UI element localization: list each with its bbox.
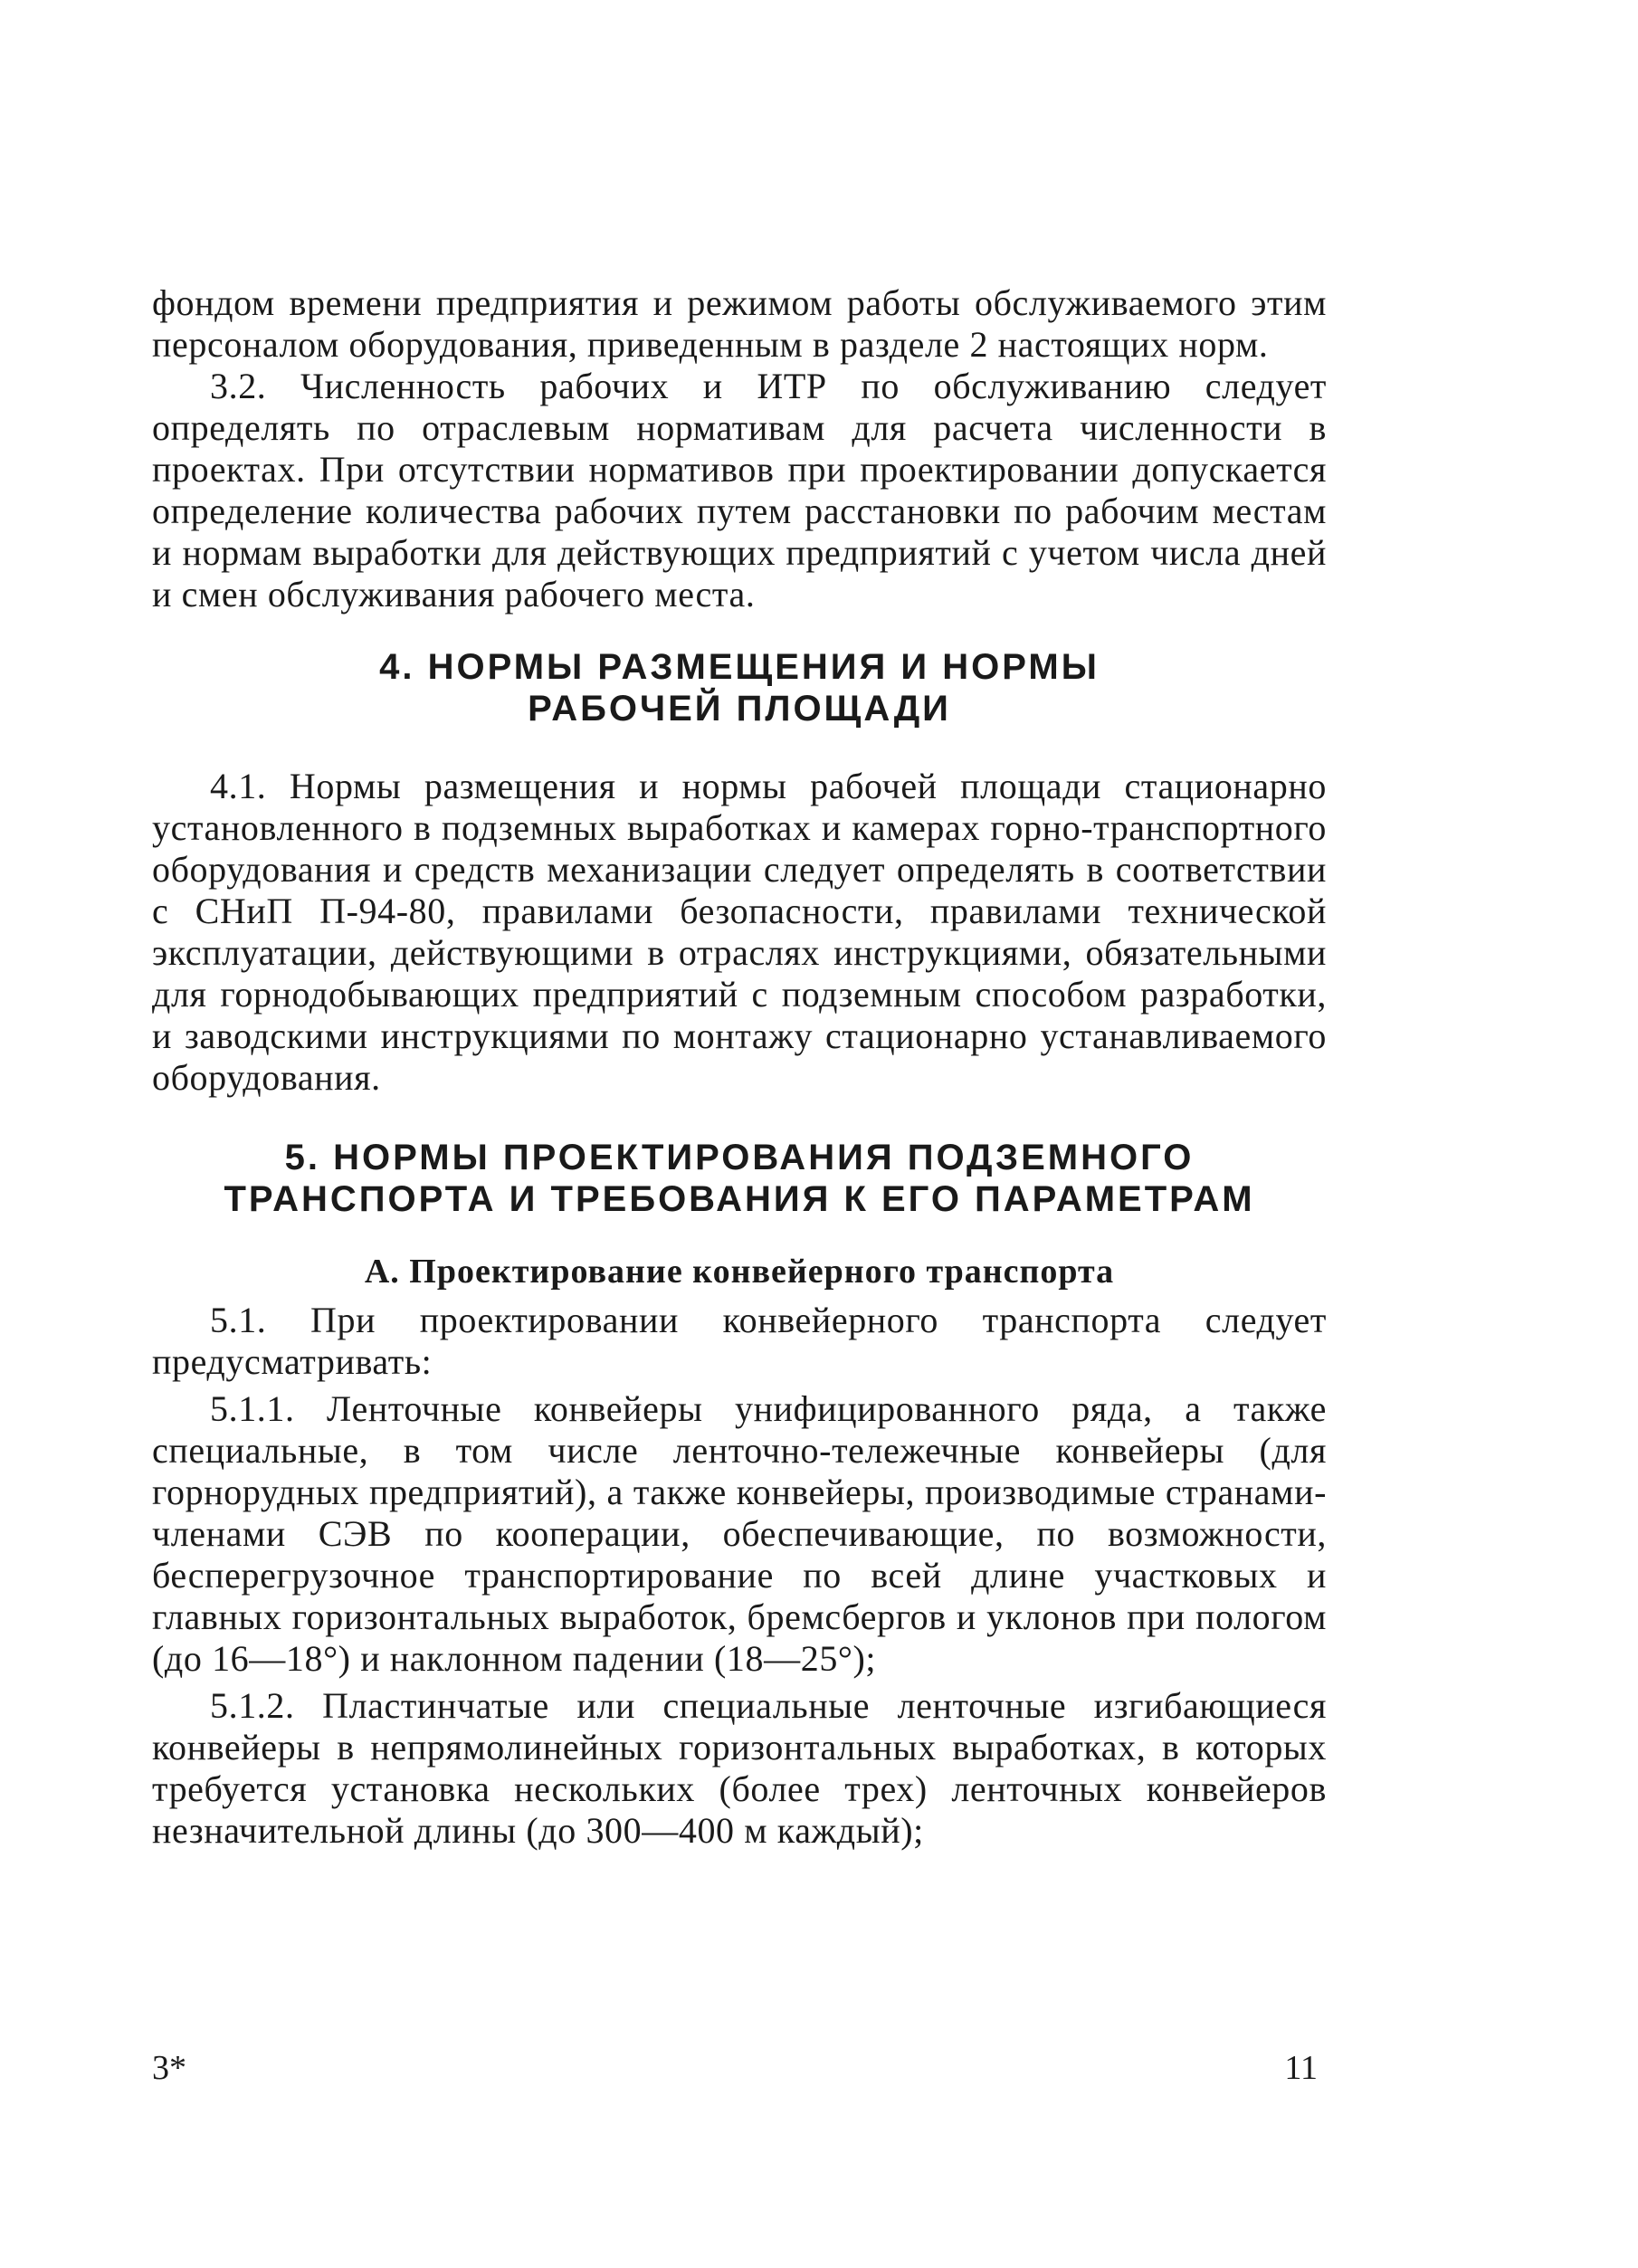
paragraph-4-1: 4.1. Нормы размещения и нормы рабочей площади стационарно установленного в подземных выработках и камерах горно-транспортного оборудования и средств механизации следует определять в соответствии с СНиП П-94-80, правилами безопасности, правилами технической эксплуатации, действующими в отраслях инструкциями, обязательными для горнодобывающих предприятий с подземным способом разработки, и заводскими инструкциями по монтажу стационарно устанавливаемого оборудования. bbox=[152, 766, 1327, 1098]
page-body bbox=[152, 282, 1327, 1852]
page-number: 11 bbox=[1284, 2049, 1318, 2087]
section-4-heading-line-2: РАБОЧЕЙ ПЛОЩАДИ bbox=[528, 689, 951, 729]
section-5-heading-line-1: 5. НОРМЫ ПРОЕКТИРОВАНИЯ ПОДЗЕМНОГО bbox=[284, 1138, 1195, 1177]
signature-mark: 3* bbox=[152, 2049, 186, 2087]
section-5-heading bbox=[152, 1137, 1327, 1220]
paragraph-3-2: 3.2. Численность рабочих и ИТР по обслуживанию следует определять по отраслевым нормативам для расчета численности в проектах. При отсутствии нормативов при проектировании допускается определение количества рабочих путем расстановки по рабочим местам и нормам выработки для действующих предприятий с учетом числа дней и смен обслуживания рабочего места. bbox=[152, 366, 1327, 615]
paragraph-continuation: фондом времени предприятия и режимом работы обслуживаемого этим персоналом оборудования, приведенным в разделе 2 настоящих норм. bbox=[152, 282, 1327, 365]
section-4-heading bbox=[152, 646, 1327, 729]
paragraph-5-1-1: 5.1.1. Ленточные конвейеры унифицированного ряда, а также специальные, в том числе ленточно-тележечные конвейеры (для горнорудных предприятий), а также конвейеры, производимые странами-членами СЭВ по кооперации, обеспечивающие, по возможности, бесперегрузочное транспортирование по всей длине участковых и главных горизонтальных выработок, бремсбергов и уклонов при пологом (до 16—18°) и наклонном падении (18—25°); bbox=[152, 1388, 1327, 1679]
section-4-heading-line-1: 4. НОРМЫ РАЗМЕЩЕНИЯ И НОРМЫ bbox=[379, 647, 1100, 687]
paragraph-5-1-2: 5.1.2. Пластинчатые или специальные ленточные изгибающиеся конвейеры в непрямолинейных горизонтальных выработках, в которых требуется установка нескольких (более трех) ленточных конвейеров незначительной длины (до 300—400 м каждый); bbox=[152, 1685, 1327, 1851]
paragraph-5-1: 5.1. При проектировании конвейерного транспорта следует предусматривать: bbox=[152, 1300, 1327, 1382]
section-5-heading-line-2: ТРАНСПОРТА И ТРЕБОВАНИЯ К ЕГО ПАРАМЕТРАМ bbox=[224, 1179, 1255, 1219]
subsection-a-heading: А. Проектирование конвейерного транспорта bbox=[364, 1253, 1115, 1291]
